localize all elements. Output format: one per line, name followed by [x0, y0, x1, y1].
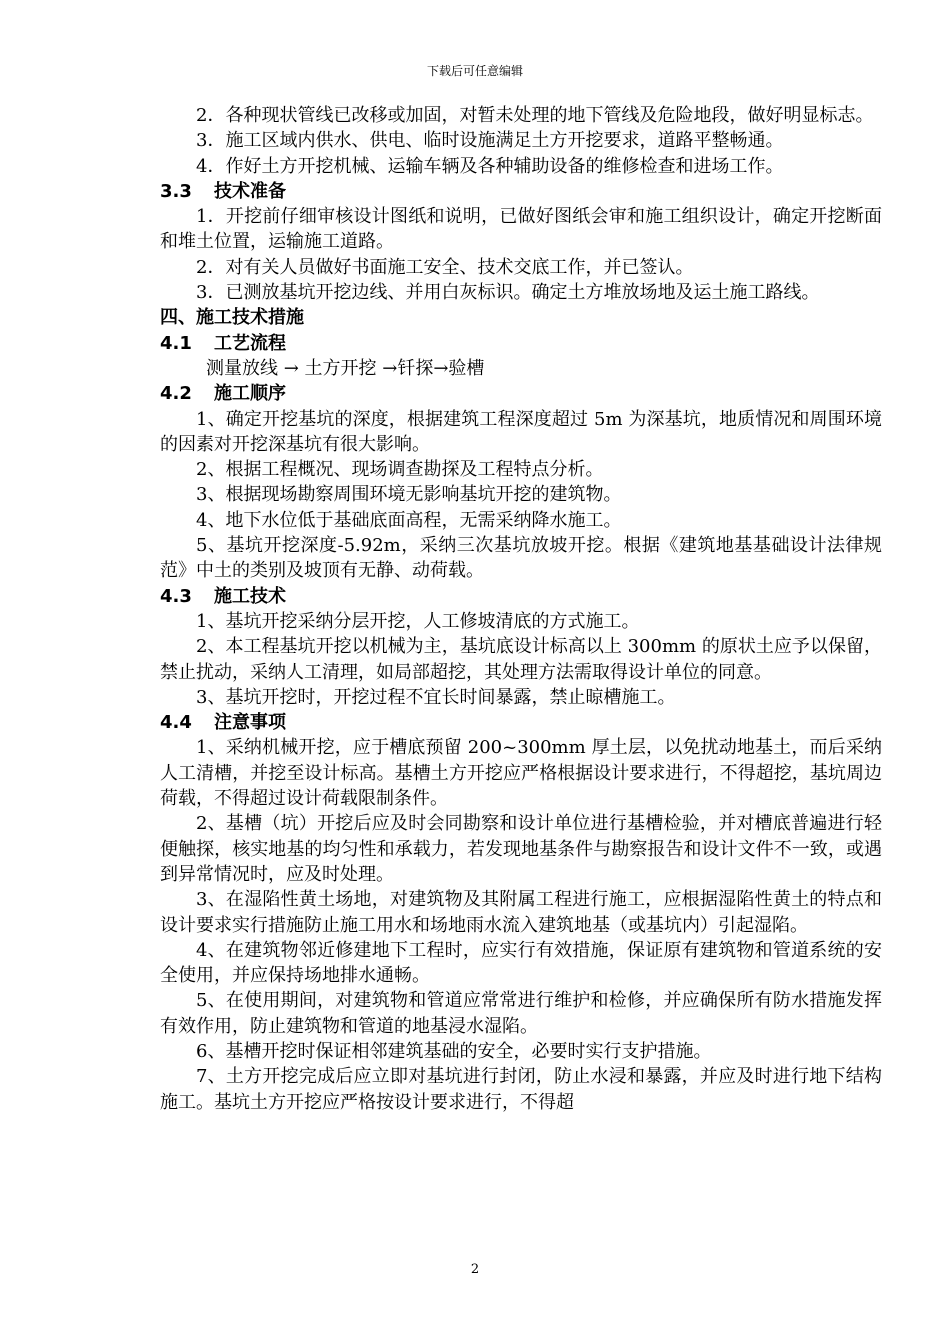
paragraph: 3、根据现场勘察周围环境无影响基坑开挖的建筑物。: [196, 484, 622, 506]
section-heading: [160, 584, 882, 609]
paragraph: 5、基坑开挖深度-5.92m，采纳三次基坑放坡开挖。根据《建筑地基基础设计法律规范》中土的类别及坡顶有无静、动荷载。: [160, 535, 882, 582]
section-heading: [160, 710, 882, 735]
paragraph: 3、在湿陷性黄土场地，对建筑物及其附属工程进行施工，应根据湿陷性黄土的特点和设计要求实行措施防止施工用水和场地雨水流入建筑地基（或基坑内）引起湿陷。: [160, 889, 882, 936]
paragraph: 1．开挖前仔细审核设计图纸和说明，已做好图纸会审和施工组织设计，确定开挖断面和堆土位置，运输施工道路。: [160, 206, 882, 253]
section-number: 3.3: [160, 180, 192, 202]
section-title: 工艺流程: [214, 332, 286, 354]
section-title: 施工顺序: [214, 383, 286, 405]
paragraph: 7、土方开挖完成后应立即对基坑进行封闭，防止水浸和暴露，并应及时进行地下结构施工。基坑土方开挖应严格按设计要求进行，不得超: [160, 1066, 882, 1113]
page-number: 2: [470, 1262, 480, 1277]
paragraph: 1、采纳机械开挖，应于槽底预留 200~300mm 厚土层，以免扰动地基土，而后采纳人工清槽，并挖至设计标高。基槽土方开挖应严格根据设计要求进行，不得超挖，基坑周边荷载，不得超过设计荷载限制条件。: [160, 737, 882, 810]
page-header: 下载后可任意编辑: [426, 64, 523, 78]
section-title: 施工技术: [214, 585, 286, 607]
paragraph: 5、在使用期间，对建筑物和管道应常常进行维护和检修，并应确保所有防水措施发挥有效作用，防止建筑物和管道的地基浸水湿陷。: [160, 990, 882, 1037]
paragraph: 2．各种现状管线已改移或加固，对暂未处理的地下管线及危险地段，做好明显标志。: [196, 105, 874, 126]
paragraph: 2．对有关人员做好书面施工安全、技术交底工作，并已签认。: [196, 256, 694, 278]
paragraph: 4．作好土方开挖机械、运输车辆及各种辅助设备的维修检查和进场工作。: [196, 155, 784, 177]
section-number: 4.1: [160, 332, 192, 354]
section-title: 四、施工技术措施: [160, 307, 304, 329]
paragraph: 2、本工程基坑开挖以机械为主，基坑底设计标高以上 300mm 的原状土应予以保留，禁止扰动，采纳人工清理，如局部超挖，其处理方法需取得设计单位的同意。: [160, 636, 882, 683]
section-heading: [160, 381, 882, 406]
section-number: 4.2: [160, 383, 192, 405]
paragraph: 2、根据工程概况、现场调查勘探及工程特点分析。: [196, 459, 604, 481]
paragraph: 3、基坑开挖时，开挖过程不宜长时间暴露，禁止晾槽施工。: [196, 686, 676, 708]
section-number: 4.3: [160, 585, 192, 607]
process-flow: 测量放线 → 土方开挖 →钎探→验槽: [206, 357, 485, 379]
paragraph: 1、基坑开挖采纳分层开挖，人工修坡清底的方式施工。: [196, 610, 640, 632]
paragraph: 4、地下水位低于基础底面高程，无需采纳降水施工。: [196, 509, 622, 531]
paragraph: 3．已测放基坑开挖边线、并用白灰标识。确定土方堆放场地及运土施工路线。: [196, 282, 820, 304]
paragraph: 4、在建筑物邻近修建地下工程时，应实行有效措施，保证原有建筑物和管道系统的安全使用，并应保持场地排水通畅。: [160, 939, 882, 987]
section-title: 技术准备: [214, 180, 286, 202]
paragraph: 3．施工区域内供水、供电、临时设施满足土方开挖要求，道路平整畅通。: [196, 130, 784, 152]
document-body: [160, 103, 882, 1115]
section-title: 注意事项: [214, 712, 286, 734]
section-heading: [160, 305, 882, 330]
section-heading: [160, 179, 882, 204]
section-heading: [160, 331, 882, 356]
paragraph: 2、基槽（坑）开挖后应及时会同勘察和设计单位进行基槽检验，并对槽底普遍进行轻便触探，核实地基的均匀性和承载力，若发现地基条件与勘察报告和设计文件不一致，或遇到异常情况时，应及时处理。: [160, 813, 882, 885]
paragraph: 6、基槽开挖时保证相邻建筑基础的安全，必要时实行支护措施。: [196, 1040, 712, 1062]
section-number: 4.4: [160, 712, 192, 734]
paragraph: 1、确定开挖基坑的深度，根据建筑工程深度超过 5m 为深基坑，地质情况和周围环境的因素对开挖深基坑有很大影响。: [160, 408, 882, 455]
